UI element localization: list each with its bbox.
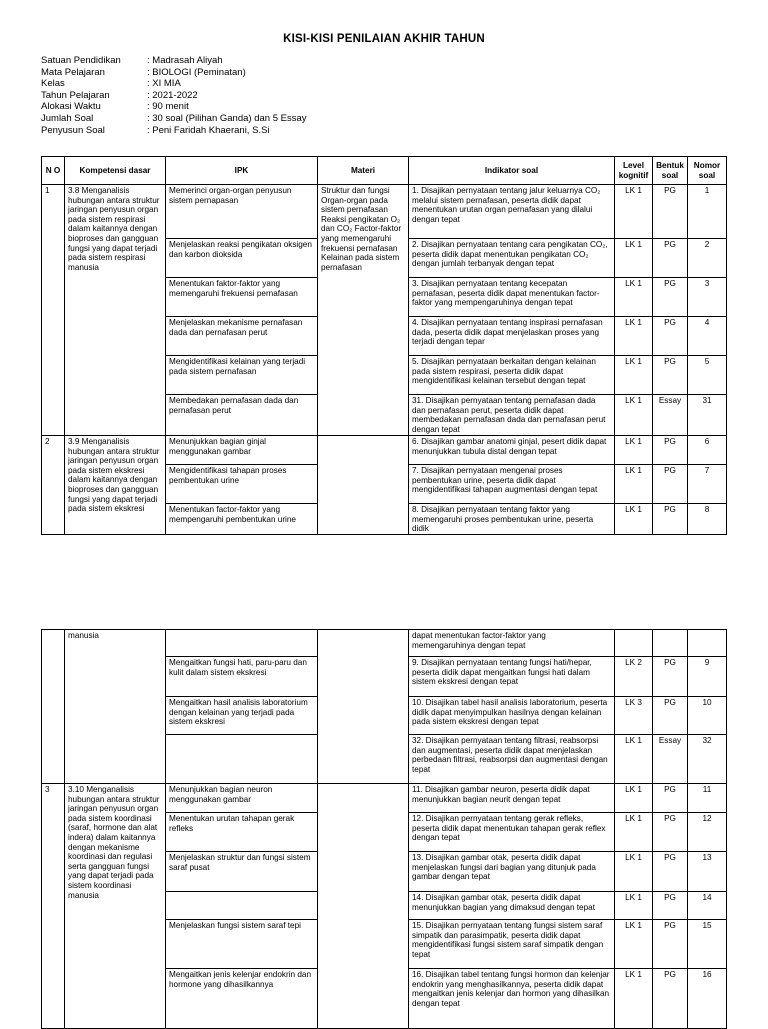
bentuk-cell: PG bbox=[653, 784, 688, 813]
nomor-cell: 3 bbox=[688, 278, 727, 317]
indikator-cell: 9. Disajikan pernyataan tentang fungsi hati/hepar, peserta didik dapat mengaitkan fungsi hati dalam sistem ekskresi dengan tepat bbox=[409, 657, 615, 697]
document-metadata bbox=[41, 55, 306, 136]
level-cell bbox=[615, 630, 653, 657]
meta-value: : 90 menit bbox=[147, 101, 189, 113]
bentuk-cell: PG bbox=[653, 278, 688, 317]
ipk-cell: Menunjukkan bagian ginjal menggunakan gambar bbox=[166, 436, 318, 465]
meta-value: : Madrasah Aliyah bbox=[147, 55, 223, 66]
indikator-cell: 3. Disajikan pernyataan tentang kecepatan pernafasan, peserta didik dapat menentukan factor-faktor yang mempengaruhinya dengan tepat bbox=[409, 278, 615, 317]
meta-row bbox=[41, 67, 306, 79]
ipk-cell: Menjelaskan mekanisme pernafasan dada dan pernafasan perut bbox=[166, 317, 318, 356]
bentuk-cell: PG bbox=[653, 239, 688, 278]
meta-value: : Peni Faridah Khaerani, S.Si bbox=[147, 124, 270, 136]
kompetensi-dasar-cell: 3.10 Menganalisis hubungan antara struktur jaringan penyusun organ pada sistem koordinasi (saraf, hormone dan alat indera) dalam kaitannya dengan mekanisme koordinasi dan regulasi serta gangguan fungsi yang dapat terjadi pada sistem koordinasi manusia bbox=[65, 784, 166, 1029]
nomor-cell: 6 bbox=[688, 436, 727, 465]
indikator-cell: 5. Disajikan pernyataan berkaitan dengan kelainan pada sistem respirasi, peserta didik dapat mengidentifikasi kelainan tersebut dengan tepat bbox=[409, 356, 615, 395]
ipk-cell: Menjelaskan reaksi pengikatan oksigen dan karbon dioksida bbox=[166, 239, 318, 278]
level-cell: LK 1 bbox=[615, 504, 653, 535]
kisi-kisi-table-continued bbox=[41, 629, 727, 1029]
indikator-cell: 2. Disajikan pernyataan tentang cara pengikatan CO₂, peserta didik dapat menentukan pengikatan CO₂ dengan jumlah terbanyak dengan tepat bbox=[409, 239, 615, 278]
table-row bbox=[42, 436, 727, 465]
header-indikator-soal: Indikator soal bbox=[409, 157, 615, 185]
ipk-cell: Membedakan pernafasan dada dan pernafasan perut bbox=[166, 395, 318, 436]
ipk-cell: Memerinci organ-organ penyusun sistem pernapasan bbox=[166, 185, 318, 239]
meta-row bbox=[41, 90, 306, 102]
kisi-kisi-table bbox=[41, 156, 727, 535]
ipk-cell: Mengaitkan hasil analisis laboratorium dengan kelainan yang terjadi pada sistem ekskresi bbox=[166, 697, 318, 735]
indikator-cell: 13. Disajikan gambar otak, peserta didik dapat menjelaskan fungsi dari bagian yang ditunjuk pada gambar dengan tepat bbox=[409, 852, 615, 892]
nomor-cell: 10 bbox=[688, 697, 727, 735]
level-cell: LK 1 bbox=[615, 317, 653, 356]
row-number: 3 bbox=[42, 784, 65, 1029]
nomor-cell: 32 bbox=[688, 735, 727, 784]
ipk-cell: Menentukan faktor-faktor yang memengaruhi frekuensi pernafasan bbox=[166, 278, 318, 317]
kompetensi-dasar-cell: 3.9 Menganalisis hubungan antara struktur jaringan penyusun organ pada sistem ekskresi dalam kaitannya dengan bioproses dan gangguan fungsi yang dapat terjadi pada sistem ekskresi bbox=[65, 436, 166, 535]
meta-value: : 30 soal (Pilihan Ganda) dan 5 Essay bbox=[147, 112, 307, 124]
table-row bbox=[42, 784, 727, 813]
level-cell: LK 1 bbox=[615, 813, 653, 852]
meta-row bbox=[41, 125, 306, 137]
level-cell: LK 1 bbox=[615, 356, 653, 395]
indikator-cell: 15. Disajikan pernyataan tentang fungsi sistem saraf simpatik dan parasimpatik, peserta didik dapat mengidentifikasi fungsi sistem saraf simpatik dengan tepat bbox=[409, 920, 615, 969]
kompetensi-dasar-cell: manusia bbox=[65, 630, 166, 784]
level-cell: LK 1 bbox=[615, 892, 653, 920]
meta-value: : XI MIA bbox=[147, 78, 181, 90]
nomor-cell: 12 bbox=[688, 813, 727, 852]
bentuk-cell: PG bbox=[653, 969, 688, 1029]
level-cell: LK 1 bbox=[615, 239, 653, 278]
ipk-cell bbox=[166, 892, 318, 920]
materi-cell: Struktur dan fungsi Organ-organ pada sistem pernafasan Reaksi pengikatan O₂ dan CO₂ Factor-faktor yang memengaruhi frekuensi pernafasan Kelainan pada sistem pernafasan bbox=[318, 185, 409, 436]
bentuk-cell: PG bbox=[653, 317, 688, 356]
bentuk-cell: PG bbox=[653, 892, 688, 920]
level-cell: LK 1 bbox=[615, 735, 653, 784]
indikator-cell: 10. Disajikan tabel hasil analisis laboratorium, peserta didik dapat menyimpulkan hasilnya dengan kelainan pada sistem ekskresi dengan tepat bbox=[409, 697, 615, 735]
level-cell: LK 2 bbox=[615, 657, 653, 697]
kompetensi-dasar-cell: 3.8 Menganalisis hubungan antara struktur jaringan penyusun organ pada sistem respirasi dalam kaitannya dengan bioproses dan gangguan fungsi yang dapat terjadi pada sistem respirasi manusia bbox=[65, 185, 166, 436]
row-number bbox=[42, 630, 65, 784]
ipk-cell: Menentukan urutan tahapan gerak refleks bbox=[166, 813, 318, 852]
indikator-cell: 12. Disajikan pernyataan tentang gerak refleks, peserta didik dapat menentukan tahapan gerak reflex dengan tepat bbox=[409, 813, 615, 852]
row-number: 2 bbox=[42, 436, 65, 535]
meta-value: : 2021-2022 bbox=[147, 89, 198, 101]
ipk-cell: Mengaitkan fungsi hati, paru-paru dan kulit dalam sistem ekskresi bbox=[166, 657, 318, 697]
header-materi: Materi bbox=[318, 157, 409, 185]
meta-row bbox=[41, 78, 306, 90]
meta-label: Jumlah Soal bbox=[41, 112, 94, 124]
indikator-cell: 32. Disajikan pernyataan tentang filtrasi, reabsorpsi dan augmentasi, peserta didik dapat menjelaskan perbedaan filtrasi, reabsorpsi dan augmentasi dengan tepat bbox=[409, 735, 615, 784]
bentuk-cell: PG bbox=[653, 657, 688, 697]
nomor-cell: 9 bbox=[688, 657, 727, 697]
materi-cell bbox=[318, 784, 409, 1029]
header-bentuk-soal: Bentuk soal bbox=[653, 157, 688, 185]
indikator-cell: 14. Disajikan gambar otak, peserta didik dapat menunjukkan bagian yang dimaksud dengan tepat bbox=[409, 892, 615, 920]
bentuk-cell: Essay bbox=[653, 735, 688, 784]
meta-label: Tahun Pelajaran bbox=[41, 89, 110, 101]
bentuk-cell bbox=[653, 630, 688, 657]
nomor-cell: 31 bbox=[688, 395, 727, 436]
table-row bbox=[42, 630, 727, 657]
nomor-cell bbox=[688, 630, 727, 657]
indikator-cell: 7. Disajikan pernyataan mengenai proses pembentukan urine, peserta didik dapat mengidentifikasi tahapan augmentasi dengan tepat bbox=[409, 465, 615, 504]
level-cell: LK 1 bbox=[615, 278, 653, 317]
table-row bbox=[42, 185, 727, 239]
ipk-cell: Menunjukkan bagian neuron menggunakan gambar bbox=[166, 784, 318, 813]
bentuk-cell: PG bbox=[653, 852, 688, 892]
level-cell: LK 1 bbox=[615, 920, 653, 969]
bentuk-cell: PG bbox=[653, 697, 688, 735]
meta-value: : BIOLOGI (Peminatan) bbox=[147, 66, 246, 78]
nomor-cell: 1 bbox=[688, 185, 727, 239]
bentuk-cell: PG bbox=[653, 920, 688, 969]
nomor-cell: 15 bbox=[688, 920, 727, 969]
row-number: 1 bbox=[42, 185, 65, 436]
meta-label: Mata Pelajaran bbox=[41, 66, 105, 78]
document-title: KISI-KISI PENILAIAN AKHIR TAHUN bbox=[283, 33, 485, 45]
indikator-cell: 6. Disajikan gambar anatomi ginjal, pesert didik dapat menunjukkan tubula distal dengan tepat bbox=[409, 436, 615, 465]
nomor-cell: 13 bbox=[688, 852, 727, 892]
nomor-cell: 11 bbox=[688, 784, 727, 813]
indikator-cell: 16. Disajikan tabel tentang fungsi hormon dan kelenjar endokrin yang menghasilkannya, peserta didik dapat mengaitkan jenis kelenjar dan hormon yang dihasilkan dengan tepat bbox=[409, 969, 615, 1029]
bentuk-cell: PG bbox=[653, 185, 688, 239]
nomor-cell: 14 bbox=[688, 892, 727, 920]
nomor-cell: 4 bbox=[688, 317, 727, 356]
ipk-cell: Menentukan factor-faktor yang mempengaruhi pembentukan urine bbox=[166, 504, 318, 535]
bentuk-cell: PG bbox=[653, 465, 688, 504]
header-nomor-soal: Nomor soal bbox=[688, 157, 727, 185]
ipk-cell: Mengaitkan jenis kelenjar endokrin dan hormone yang dihasilkannya bbox=[166, 969, 318, 1029]
level-cell: LK 1 bbox=[615, 436, 653, 465]
header-kompetensi-dasar: Kompetensi dasar bbox=[65, 157, 166, 185]
bentuk-cell: Essay bbox=[653, 395, 688, 436]
indikator-cell: 4. Disajikan pernyataan tentang inspirasi pernafasan dada, peserta didik dapat menjelaskan proses yang terjadi dengan tepar bbox=[409, 317, 615, 356]
nomor-cell: 7 bbox=[688, 465, 727, 504]
bentuk-cell: PG bbox=[653, 813, 688, 852]
level-cell: LK 1 bbox=[615, 852, 653, 892]
meta-label: Alokasi Waktu bbox=[41, 101, 101, 113]
ipk-cell: Mengidentifikasi tahapan proses pembentukan urine bbox=[166, 465, 318, 504]
nomor-cell: 16 bbox=[688, 969, 727, 1029]
level-cell: LK 3 bbox=[615, 697, 653, 735]
header-ipk: IPK bbox=[166, 157, 318, 185]
bentuk-cell: PG bbox=[653, 436, 688, 465]
materi-cell bbox=[318, 630, 409, 784]
header-level-kognitif: Level kognitif bbox=[615, 157, 653, 185]
bentuk-cell: PG bbox=[653, 504, 688, 535]
indikator-cell: 31. Disajikan pernyataan tentang pernafasan dada dan pernafasan perut, peserta didik dapat membedakan pernafasan dada dan pernafasan perut dengan tepat bbox=[409, 395, 615, 436]
nomor-cell: 5 bbox=[688, 356, 727, 395]
ipk-cell: Menjelaskan struktur dan fungsi sistem saraf pusat bbox=[166, 852, 318, 892]
indikator-cell: dapat menentukan factor-faktor yang memengaruhinya dengan tepat bbox=[409, 630, 615, 657]
level-cell: LK 1 bbox=[615, 395, 653, 436]
nomor-cell: 2 bbox=[688, 239, 727, 278]
indikator-cell: 1. Disajikan pernyataan tentang jalur keluarnya CO₂ melalui sistem pernafasan, peserta didik dapat menentukan urutan organ pernafasan yang dilalui dengan tepat bbox=[409, 185, 615, 239]
level-cell: LK 1 bbox=[615, 185, 653, 239]
indikator-cell: 11. Disajikan gambar neuron, peserta didik dapat menunjukkan bagian neurit dengan tepat bbox=[409, 784, 615, 813]
level-cell: LK 1 bbox=[615, 969, 653, 1029]
ipk-cell bbox=[166, 630, 318, 657]
ipk-cell bbox=[166, 735, 318, 784]
bentuk-cell: PG bbox=[653, 356, 688, 395]
level-cell: LK 1 bbox=[615, 784, 653, 813]
meta-label: Kelas bbox=[41, 78, 65, 90]
materi-cell bbox=[318, 436, 409, 535]
level-cell: LK 1 bbox=[615, 465, 653, 504]
indikator-cell: 8. Disajikan pernyataan tentang faktor yang memengaruhi proses pembentukan urine, peserta didik bbox=[409, 504, 615, 535]
ipk-cell: Mengidentifikasi kelainan yang terjadi pada sistem pernafasan bbox=[166, 356, 318, 395]
meta-label: Penyusun Soal bbox=[41, 124, 105, 136]
meta-row bbox=[41, 55, 306, 67]
header-no: N O bbox=[42, 157, 65, 185]
nomor-cell: 8 bbox=[688, 504, 727, 535]
meta-label: Satuan Pendidikan bbox=[41, 55, 121, 66]
ipk-cell: Menjelaskan fungsi sistem saraf tepi bbox=[166, 920, 318, 969]
meta-row bbox=[41, 101, 306, 113]
meta-row bbox=[41, 113, 306, 125]
table-header-row bbox=[42, 157, 727, 185]
